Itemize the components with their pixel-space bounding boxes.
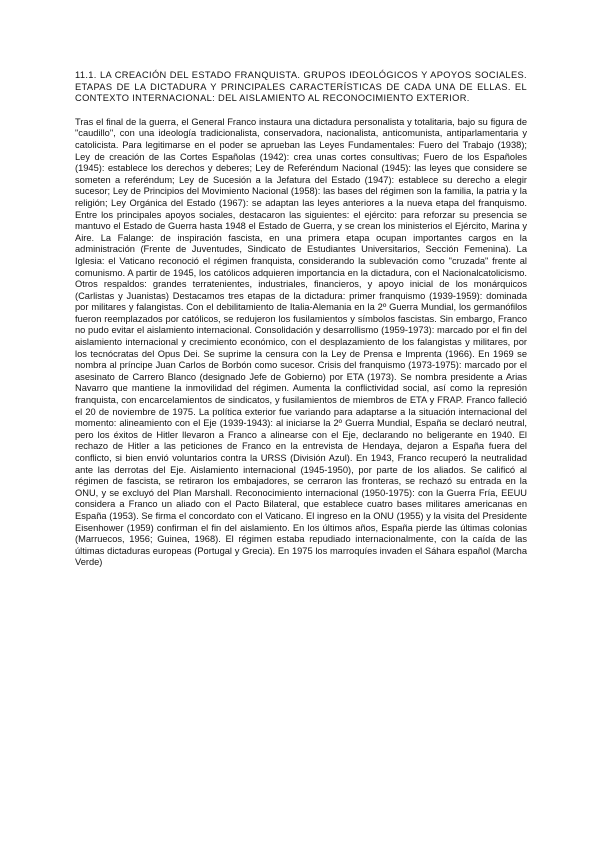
document-heading: 11.1. LA CREACIÓN DEL ESTADO FRANQUISTA. GRUPOS IDEOLÓGICOS Y APOYOS SOCIALES. ETAPAS DE LA DICTADURA Y PRINCIPALES CARACTERÍSTICAS DE CADA UNA DE ELLAS. EL CONTEXTO INTERNACIONAL: DEL AISLAMIENTO AL RECONOCIMIENTO EXTERIOR. <box>75 70 527 104</box>
document-body: Tras el final de la guerra, el General Franco instaura una dictadura personalista y totalitaria, bajo su figura de "caudillo", con una ideología tradicionalista, conservadora, nacionalista, anticomunista, antiparlamentaria y catolicista. Para legitimarse en el poder se aprueban las Leyes Fundamentales: Fuero del Trabajo (1938); Ley de creación de las Cortes Españolas (1942): crea unas cortes consultivas; Fuero de los Españoles (1945): establece los derechos y deberes; Ley de Referéndum Nacional (1945): las leyes que considere se someten a referéndum; Ley de Sucesión a la Jefatura del Estado (1947): establece su derecho a elegir sucesor; Ley de Principios del Movimiento Nacional (1958): las bases del régimen son la familia, la patria y la religión; Ley Orgánica del Estado (1967): se adaptan las leyes anteriores a la nueva etapa del franquismo. Entre los principales apoyos sociales, destacaron las siguientes: el ejército: para reforzar su presencia se mantuvo el Estado de Guerra hasta 1948 el Estado de Guerra, y se crean los ministerios el Ejército, Marina y Aire. La Falange: de inspiración fascista, en una primera etapa ocupan importantes cargos en la administración (Frente de Juventudes, Sindicato de Estudiantes Universitarios, Sección Femenina). La Iglesia: el Vaticano reconoció el régimen franquista, considerando la sublevación como "cruzada" frente al comunismo. A partir de 1945, los católicos adquieren importancia en la dictadura, con el Nacionalcatolicismo. Otros respaldos: grandes terratenientes, industriales, financieros, y apoyo inicial de los monárquicos (Carlistas y Juanistas) Destacamos tres etapas de la dictadura: primer franquismo (1939-1959): dominada por militares y falangistas. Con el debilitamiento de Italia-Alemania en la 2º Guerra Mundial, los germanófilos fueron reemplazados por católicos, se redujeron los fusilamientos y símbolos fascistas. Sin embargo, Franco no pudo evitar el aislamiento internacional. Consolidación y desarrollismo (1959-1973): marcado por el fin del aislamiento internacional y crecimiento económico, con el desplazamiento de los falangistas y militares, por los tecnócratas del Opus Dei. Se suprime la censura con la Ley de Prensa e Imprenta (1966). En 1969 se nombra al príncipe Juan Carlos de Borbón como sucesor. Crisis del franquismo (1973-1975): marcado por el asesinato de Carrero Blanco (designado Jefe de Gobierno) por ETA (1973). Se nombra presidente a Arias Navarro que mantiene la inmovilidad del régimen. Aumenta la conflictividad social, así como la represión franquista, con encarcelamientos de sindicatos, y fusilamientos de miembros de ETA y FRAP. Franco falleció el 20 de noviembre de 1975. La política exterior fue variando para adaptarse a la situación internacional del momento: alineamiento con el Eje (1939-1943): al iniciarse la 2º Guerra Mundial, España se declaró neutral, pero los éxitos de Hitler llevaron a Franco a alinearse con el Eje, declarando no beligerante en 1940. El rechazo de Hitler a las peticiones de Franco en la entrevista de Hendaya, dejaron a España fuera del conflicto, si bien envió voluntarios contra la URSS (División Azul). En 1943, Franco recuperó la neutralidad ante las derrotas del Eje. Aislamiento internacional (1945-1950), por parte de los aliados. Se calificó al régimen de fascista, se retiraron los embajadores, se cerraron las fronteras, se rechazó su entrada en la ONU, y se excluyó del Plan Marshall. Reconocimiento internacional (1950-1975): con la Guerra Fría, EEUU considera a Franco un aliado con el Pacto Bilateral, que establece cuatro bases militares americanas en España (1953). Se firma el concordato con el Vaticano. El ingreso en la ONU (1955) y la visita del Presidente Eisenhower (1959) confirman el fin del aislamiento. En los últimos años, España pierde las últimas colonias (Marruecos, 1956; Guinea, 1968). El régimen estaba repudiado internacionalmente, con la caída de las últimas dictaduras europeas (Portugal y Grecia). En 1975 los marroquíes invaden el Sáhara español (Marcha Verde) <box>75 116 527 568</box>
document-page <box>75 70 527 569</box>
